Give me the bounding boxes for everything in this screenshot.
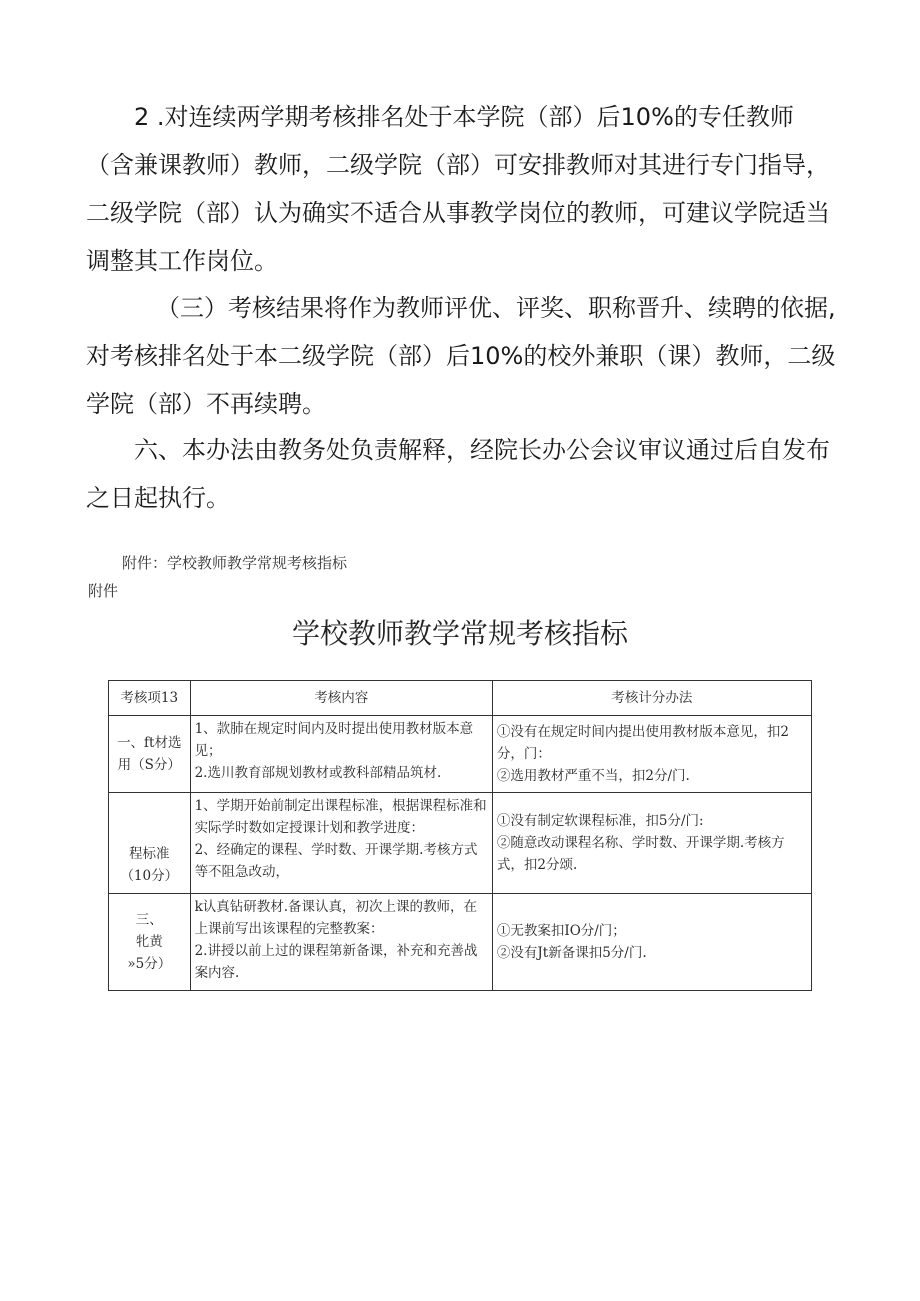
assessment-table: [108, 680, 812, 991]
table-row: [109, 716, 812, 793]
table-title: 学校教师教学常规考核指标: [291, 617, 628, 650]
table-row: [109, 894, 812, 991]
content-cell: k认真钻研教材.备课认真，初次上课的教师，在上课前写出该课程的完整教案： 2.讲授以前上过的课程第新备课，补充和充善战案内容.: [190, 894, 492, 991]
scoring-cell: ①没有制定软课程标准，扣5分/门: ②随意改动课程名称、学时数、开课学期.考核方式，扣2分颂.: [492, 793, 811, 894]
header-item: 考核项13: [109, 681, 191, 716]
item-cell: 一、ft材选 用（S分）: [109, 716, 191, 793]
attachment-label: 附件: [88, 582, 119, 600]
item-cell: 三、 牝黄 »5分）: [109, 894, 191, 991]
content-cell: 1、学期开始前制定出课程标准，根据课程标准和实际学时数如定授课计划和教学进度： 2、经确定的课程、学时数、开课学期.考核方式等不阻急改动，: [190, 793, 492, 894]
paragraph-interpretation: 六、本办法由教务处负责解释，经院长办公会议审议通过后自发布之日起执行。: [86, 436, 830, 512]
scoring-cell: ①无教案扣IO分/门； ②没有Jt新备课扣5分/门.: [492, 894, 811, 991]
header-content: 考核内容: [190, 681, 492, 716]
paragraph-results-use: （三）考核结果将作为教师评优、评奖、职称晋升、续聘的依据,对考核排名处于本二级学院（部）后10%的校外兼职（课）教师，二级学院（部）不再续聘。: [86, 294, 836, 418]
table-header-row: [109, 681, 812, 716]
scoring-cell: ①没有在规定时间内提出使用教材版本意见，扣2分，门： ②选用教材严重不当，扣2分/门.: [492, 716, 811, 793]
paragraph-adjustment: 2 .对连续两学期考核排名处于本学院（部）后10%的专任教师（含兼课教师）教师，二级学院（部）可安排教师对其进行专门指导，二级学院（部）认为确实不适合从事教学岗位的教师，可建议学院适当调整其工作岗位。: [86, 103, 830, 275]
item-cell: 程标准 （10分）: [109, 793, 191, 894]
header-scoring: 考核计分办法: [492, 681, 811, 716]
attachment-reference: 附件：学校教师教学常规考核指标: [122, 554, 348, 572]
content-cell: 1、款肺在规定时间内及时提出使用教材版本意见； 2.选川教育部规划教材或教科部精品筑材.: [190, 716, 492, 793]
table-row: [109, 793, 812, 894]
